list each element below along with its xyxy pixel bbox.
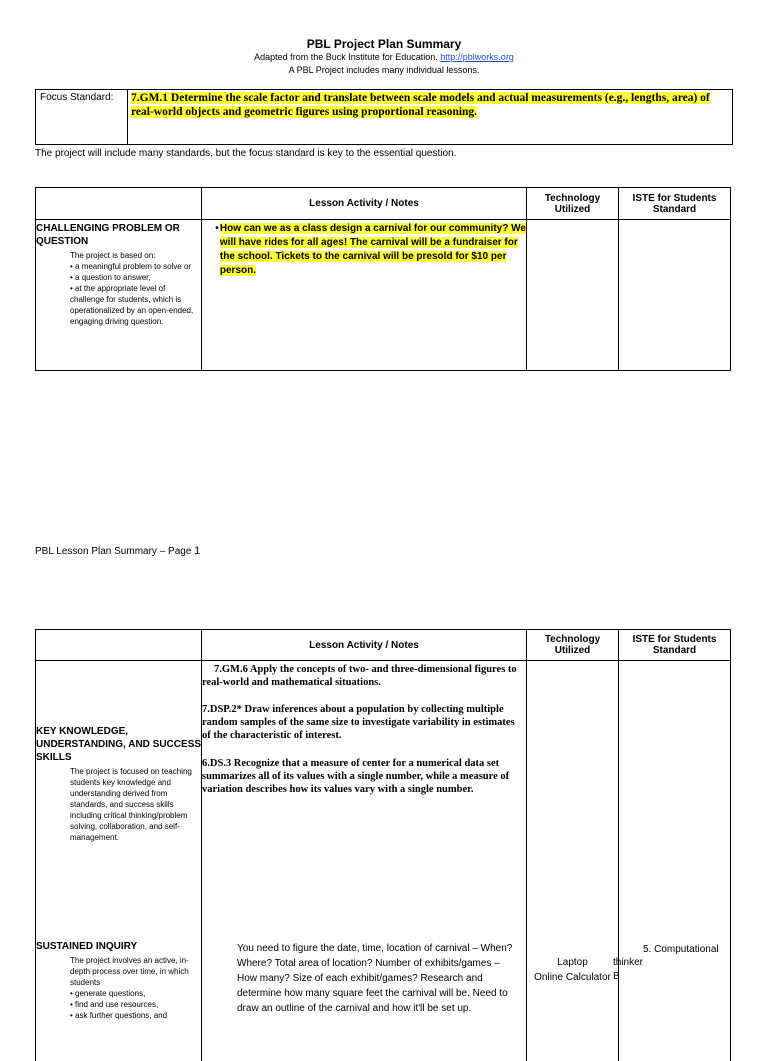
adapted-line [0,52,768,62]
header-blank [36,188,202,220]
pblworks-link[interactable]: http://pblworks.org [440,52,514,62]
tech-list [527,955,618,985]
challenge-tech-cell [527,220,619,371]
knowledge-block [36,725,201,843]
col-technology-2: Technology Utilized [527,630,619,661]
project-note: A PBL Project includes many individual lessons. [288,65,480,75]
footer-page-number: 1 [194,545,201,557]
inquiry-desc: The project involves an active, in-depth process over time, in which students • generate questions, • find and use resources, • ask further questions, and [70,956,189,1020]
iste-computational-thinker: 5. Computational thinker [613,944,719,968]
col-activity: Lesson Activity / Notes [202,188,527,220]
challenge-question [214,222,526,278]
inquiry-title: SUSTAINED INQUIRY [36,941,138,952]
header-row [36,188,731,220]
knowledge-title: KEY KNOWLEDGE, UNDERSTANDING, AND SUCCESS SKILLS [36,726,202,763]
adapted-text: Adapted from the Buck Institute for Education. [254,52,438,62]
plan-table-2 [35,629,731,1061]
challenge-title: CHALLENGING PROBLEM OR QUESTION [36,223,180,247]
standards-note: The project will include many standards, but the focus standard is key to the essential question. [35,148,457,159]
row-challenging-problem [36,220,731,371]
footer-label: PBL Lesson Plan Summary – Page [35,546,192,557]
focus-standard-highlight: 7.GM.1 Determine the scale factor and translate between scale models and actual measurements (e.g., lengths, area) of real-world objects and geometric figures using proportional reasoning. [131,92,710,118]
col-iste-2: ISTE for Students Standard [619,630,731,661]
challenge-question-highlight: How can we as a class design a carnival for our community? We will have rides for all ages! The carnival will be a fundraiser for the school. Tickets to the carnival will be presold for $10 per person. [219,223,526,276]
knowledge-iste-cell [613,661,731,1061]
page-title: PBL Project Plan Summary [306,37,462,51]
standard-6ds3: 6.DS.3 Recognize that a measure of center for a numerical data set summarizes all of its values with a single number, while a measure of variation describes how its values vary with a single number. [202,758,510,795]
header-blank-2 [36,630,202,661]
knowledge-label-cell [36,661,202,1061]
challenge-iste-cell [619,220,731,371]
knowledge-desc: The project is focused on teaching students key knowledge and understanding derived from standards, and success skills including critical thinking/problem solving, collaboration, and self-management. [70,767,192,842]
iste-sub-letter: B [613,971,620,982]
col-iste: ISTE for Students Standard [619,188,731,220]
inquiry-activity: You need to figure the date, time, location of carnival – When? Where? Total area of location? Number of exhibits/games – How many? Size of each exhibit/games? Research and determine how many square feet the carnival will be. Need to draw an outline of the carnival and how it'll be set up. [237,943,513,1014]
col-technology: Technology Utilized [527,188,619,220]
plan-table-1 [35,187,731,371]
bullet-icon: • [215,223,219,234]
tech-online-calculator: Online Calculator [534,972,611,983]
standard-7dsp2: 7.DSP.2* Draw inferences about a population by collecting multiple random samples of the same size to investigate variability in estimates of the characteristic of interest. [202,704,515,741]
tech-laptop: Laptop [557,957,588,968]
row-key-knowledge [36,661,731,1061]
challenge-question-text [220,222,526,278]
focus-standard-label: Focus Standard: [36,90,128,144]
focus-standard-text [131,91,729,119]
challenge-activity-cell [202,220,527,371]
col-activity-2: Lesson Activity / Notes [202,630,527,661]
challenge-label-cell [36,220,202,371]
header-row-2 [36,630,731,661]
knowledge-tech-cell [527,661,619,1061]
knowledge-activity-cell [202,661,527,1061]
standard-7gm6: 7.GM.6 Apply the concepts of two- and three-dimensional figures to real-world and mathematical situations. [202,664,517,688]
page-footer [35,545,200,557]
inquiry-block [36,940,201,1021]
challenge-desc: The project is based on: • a meaningful problem to solve or • a question to answer, • at the appropriate level of challenge for students, which is operationalized by an open-ended, engaging driving question. [70,251,194,326]
